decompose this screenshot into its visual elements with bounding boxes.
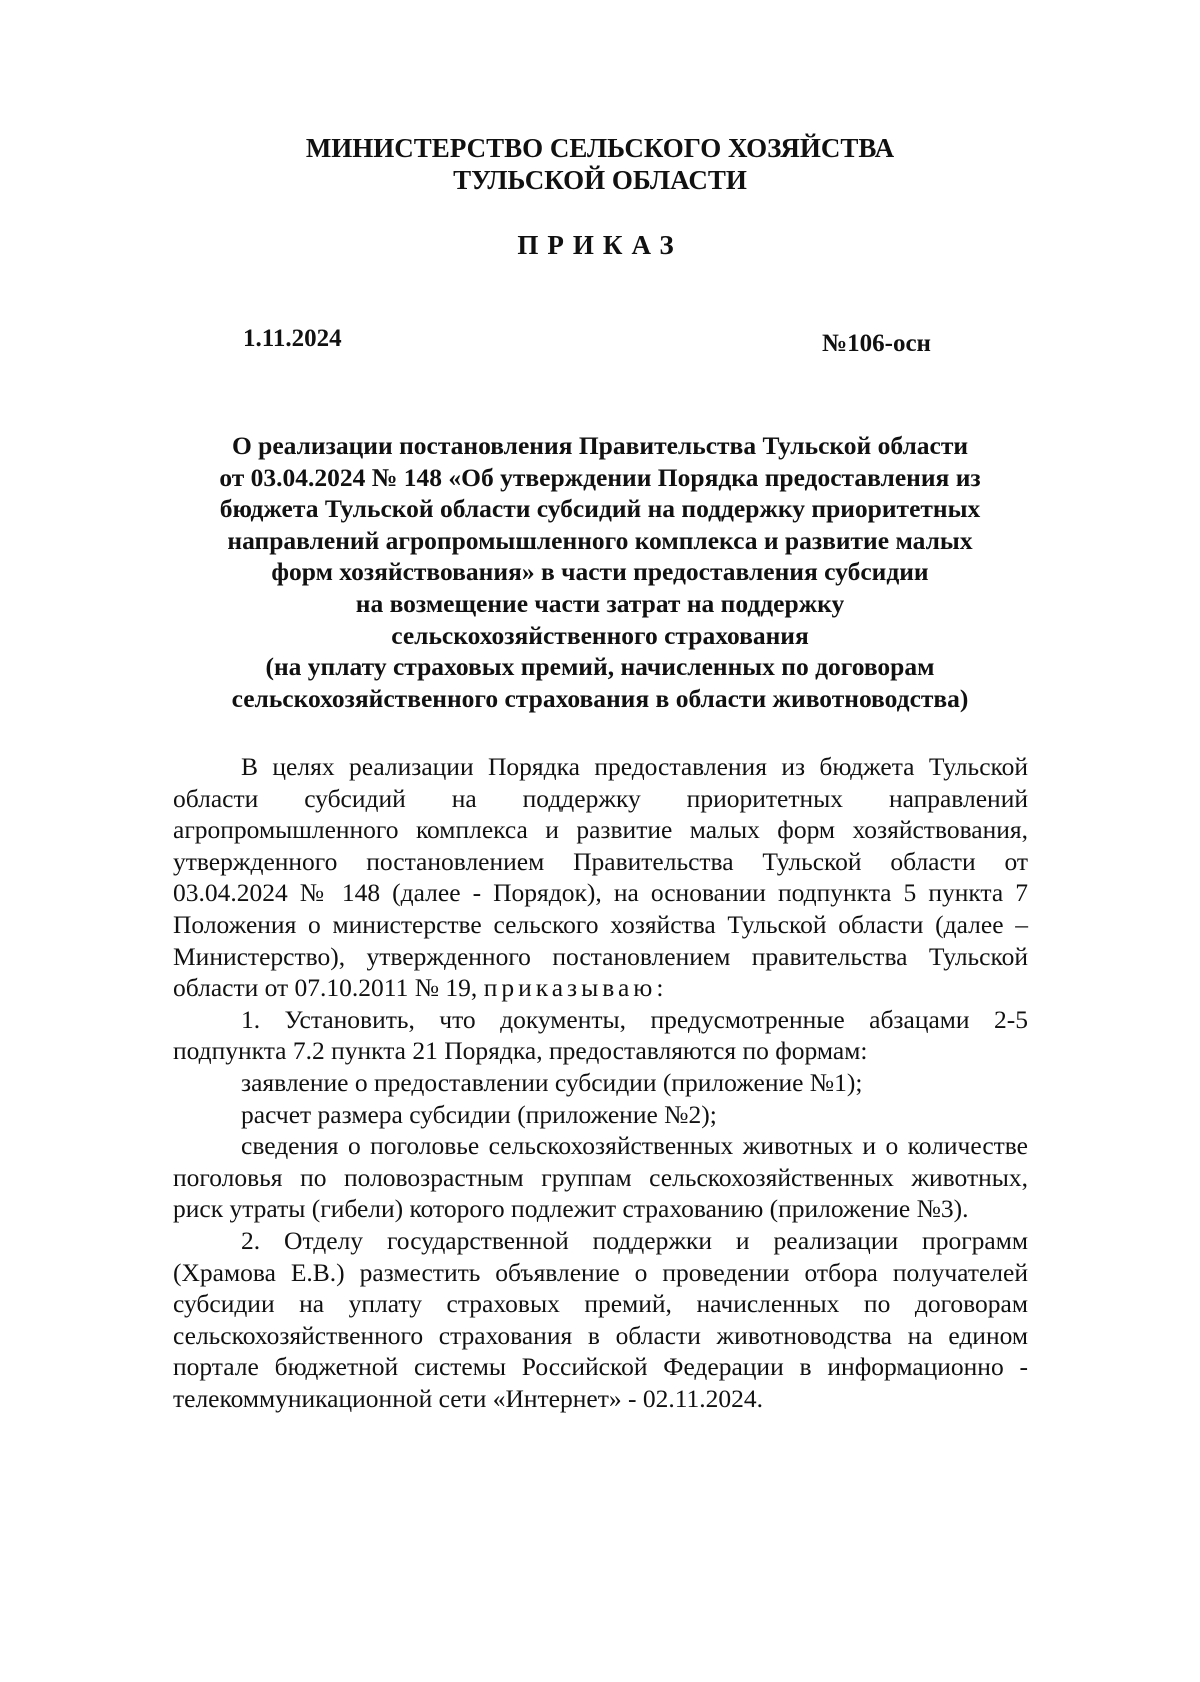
order-number: №106-осн bbox=[822, 330, 931, 357]
order-body bbox=[173, 751, 1028, 1414]
item-1-paragraph: 1. Установить, что документы, предусмотренные абзацами 2-5 подпункта 7.2 пункта 21 Порядка, предоставляются по формам: bbox=[173, 1004, 1028, 1066]
order-date: 1.11.2024 bbox=[243, 325, 342, 352]
ministry-header bbox=[0, 132, 1200, 196]
subject-line: (на уплату страховых премий, начисленных по договорам bbox=[265, 652, 935, 682]
subject-line: сельскохозяйственного страхования в области животноводства) bbox=[231, 683, 969, 713]
subject-line: от 03.04.2024 № 148 «Об утверждении Порядка предоставления из bbox=[219, 462, 981, 492]
intro-paragraph bbox=[173, 751, 1028, 1004]
item-1-form-c: сведения о поголовье сельскохозяйственных животных и о количестве поголовья по половозрастным группам сельскохозяйственных животных, риск утраты (гибели) которого подлежит страхованию (приложение №3). bbox=[173, 1131, 1028, 1224]
order-command: приказываю: bbox=[483, 973, 668, 1003]
item-1-form-b: расчет размера субсидии (приложение №2); bbox=[241, 1099, 717, 1129]
intro-text: В целях реализации Порядка предоставления из бюджета Тульской области субсидий на поддержку приоритетных направлений агропромышленного комплекса и развитие малых форм хозяйствования, утвержденного постановлением Правительства Тульской области от 03.04.2024 № 148 (далее - Порядок), на основании подпункта 5 пункта 7 Положения о министерстве сельского хозяйства Тульской области (далее – Министерство), утвержденного постановлением правительства Тульской области от 07.10.2011 № 19, bbox=[173, 752, 1028, 1003]
subject-line: на возмещение части затрат на поддержку bbox=[355, 588, 845, 618]
ministry-name-line-2: ТУЛЬСКОЙ ОБЛАСТИ bbox=[453, 165, 747, 195]
item-2-paragraph: 2. Отделу государственной поддержки и реализации программ (Храмова Е.В.) разместить объявление о проведении отбора получателей субсидии на уплату страховых премий, начисленных по договорам сельскохозяйственного страхования в области животноводства на едином портале бюджетной системы Российской Федерации в информационно - телекоммуникационной сети «Интернет» - 02.11.2024. bbox=[173, 1225, 1028, 1413]
subject-line: сельскохозяйственного страхования bbox=[391, 620, 809, 650]
subject-line: направлений агропромышленного комплекса и развитие малых bbox=[227, 525, 973, 555]
item-1-form-a: заявление о предоставлении субсидии (приложение №1); bbox=[241, 1067, 863, 1097]
subject-line: форм хозяйствования» в части предоставления субсидии bbox=[271, 557, 929, 587]
order-title: ПРИКАЗ bbox=[517, 230, 683, 260]
ministry-name-line-1: МИНИСТЕРСТВО СЕЛЬСКОГО ХОЗЯЙСТВА bbox=[305, 133, 895, 163]
subject-line: О реализации постановления Правительства Тульской области bbox=[231, 431, 969, 460]
subject-line: бюджета Тульской области субсидий на поддержку приоритетных bbox=[219, 494, 981, 524]
order-subject bbox=[150, 430, 1050, 714]
